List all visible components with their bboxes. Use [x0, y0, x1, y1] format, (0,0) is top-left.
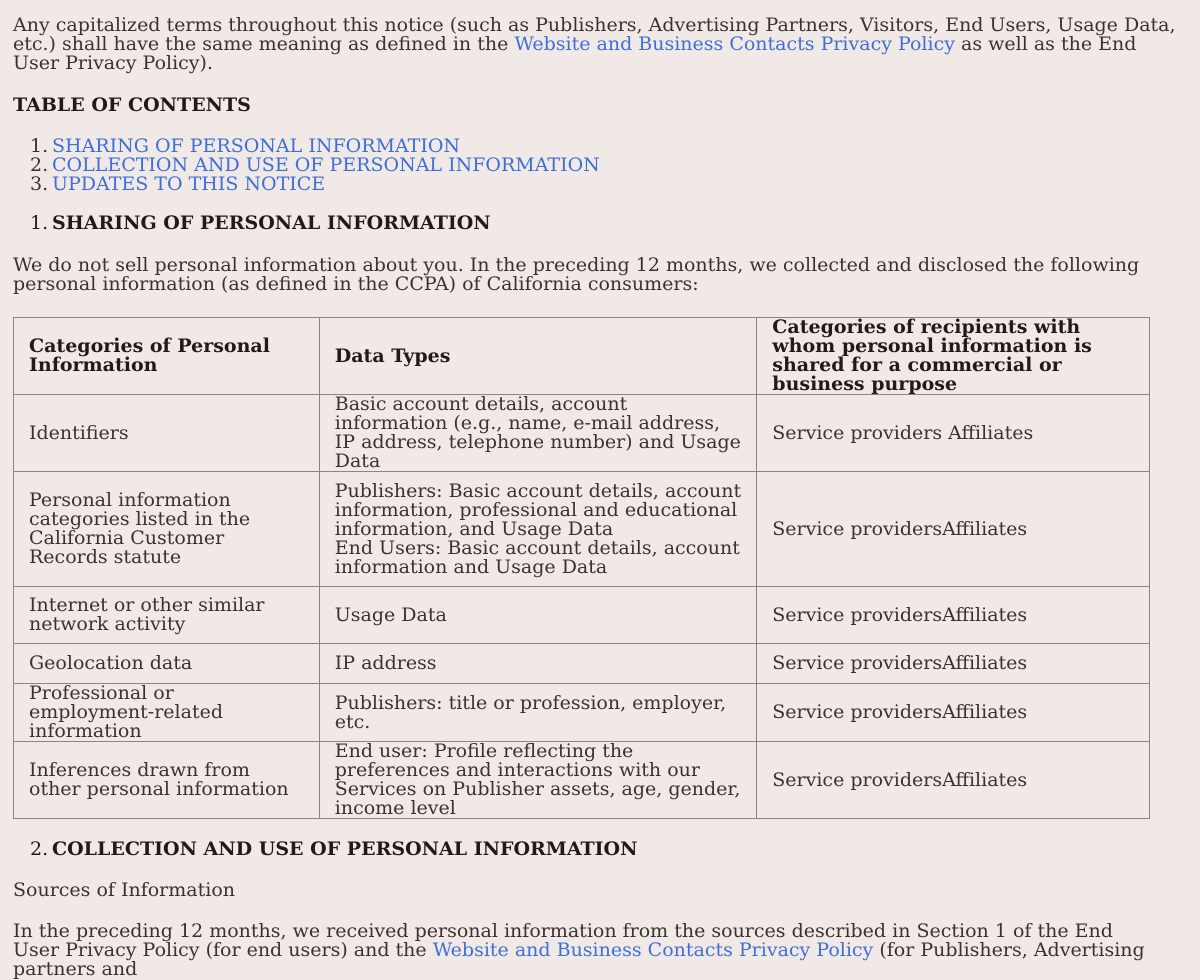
toc-title: TABLE OF CONTENTS — [13, 94, 251, 116]
table-row — [14, 395, 1150, 472]
toc-link-sharing[interactable]: SHARING OF PERSONAL INFORMATION — [52, 135, 461, 157]
recipients-cell: Service providersAffiliates — [757, 644, 1150, 684]
personal-information-table — [13, 317, 1150, 819]
data-types-cell: Usage Data — [319, 587, 757, 644]
table-row — [14, 587, 1150, 644]
section-title: SHARING OF PERSONAL INFORMATION — [52, 212, 491, 234]
table-row — [14, 742, 1150, 819]
section-title: COLLECTION AND USE OF PERSONAL INFORMATION — [52, 838, 638, 860]
header-recipients: Categories of recipients with whom personal information is shared for a commercial or business purpose — [757, 318, 1150, 395]
toc-item — [30, 175, 600, 194]
section-2-paragraph — [13, 922, 1163, 979]
section-2-text: In the preceding 12 months, we received personal information from the sources described in Section 1 of the End User Privacy Policy (for end users) and the — [13, 920, 1113, 961]
recipients-cell: Service providersAffiliates — [757, 472, 1150, 587]
recipients-cell: Service providers Affiliates — [757, 395, 1150, 472]
business-privacy-policy-link-2[interactable]: Website and Business Contacts Privacy Policy — [432, 939, 874, 961]
toc-link-collection[interactable]: COLLECTION AND USE OF PERSONAL INFORMATION — [52, 154, 600, 176]
data-types-cell: IP address — [319, 644, 757, 684]
section-2-heading — [30, 840, 637, 859]
table-row — [14, 644, 1150, 684]
table-row — [14, 472, 1150, 587]
intro-text-end: as well as the End User Privacy Policy). — [13, 33, 1137, 74]
header-data-types: Data Types — [319, 318, 757, 395]
category-cell: Geolocation data — [14, 644, 320, 684]
data-types-cell: Basic account details, account information (e.g., name, e-mail address, IP address, telephone number) and Usage Data — [319, 395, 757, 472]
table-of-contents — [30, 137, 600, 194]
business-privacy-policy-link[interactable]: Website and Business Contacts Privacy Policy — [514, 33, 955, 55]
category-cell: Identifiers — [14, 395, 320, 472]
header-categories: Categories of Personal Information — [14, 318, 320, 395]
toc-link-updates[interactable]: UPDATES TO THIS NOTICE — [52, 173, 326, 195]
category-cell: Internet or other similar network activity — [14, 587, 320, 644]
section-1-heading — [30, 214, 491, 233]
data-type-line: Publishers: Basic account details, account information, professional and educational information, and Usage Data — [334, 479, 742, 540]
table-row — [14, 684, 1150, 742]
category-cell: Inferences drawn from other personal information — [14, 742, 320, 819]
data-type-line: End Users: Basic account details, account information and Usage Data — [334, 536, 740, 578]
toc-number: 1. — [30, 135, 49, 157]
intro-paragraph — [13, 16, 1183, 73]
section-1-paragraph: We do not sell personal information about you. In the preceding 12 months, we collected and disclosed the following personal information (as defined in the CCPA) of California consumers: — [13, 254, 1140, 295]
toc-number: 2. — [30, 154, 49, 176]
data-types-cell — [319, 472, 757, 587]
section-number: 1. — [30, 212, 49, 234]
privacy-notice-page — [13, 14, 1183, 980]
recipients-cell: Service providersAffiliates — [757, 684, 1150, 742]
category-cell: Professional or employment-related information — [14, 684, 320, 742]
data-types-cell: Publishers: title or profession, employer, etc. — [319, 684, 757, 742]
recipients-cell: Service providersAffiliates — [757, 587, 1150, 644]
recipients-cell: Service providersAffiliates — [757, 742, 1150, 819]
toc-number: 3. — [30, 173, 49, 195]
section-number: 2. — [30, 838, 49, 860]
data-types-cell: End user: Profile reflecting the preferences and interactions with our Services on Publisher assets, age, gender, income level — [319, 742, 757, 819]
table-header-row — [14, 318, 1150, 395]
sources-subheading: Sources of Information — [13, 879, 235, 901]
section-2-text-end: (for Publishers, Advertising partners and — [13, 939, 1145, 980]
intro-text: Any capitalized terms throughout this notice (such as Publishers, Advertising Partners, Visitors, End Users, Usage Data, etc.) shall have the same meaning as defined in the — [13, 14, 1176, 55]
category-cell: Personal information categories listed in the California Customer Records statute — [14, 472, 320, 587]
